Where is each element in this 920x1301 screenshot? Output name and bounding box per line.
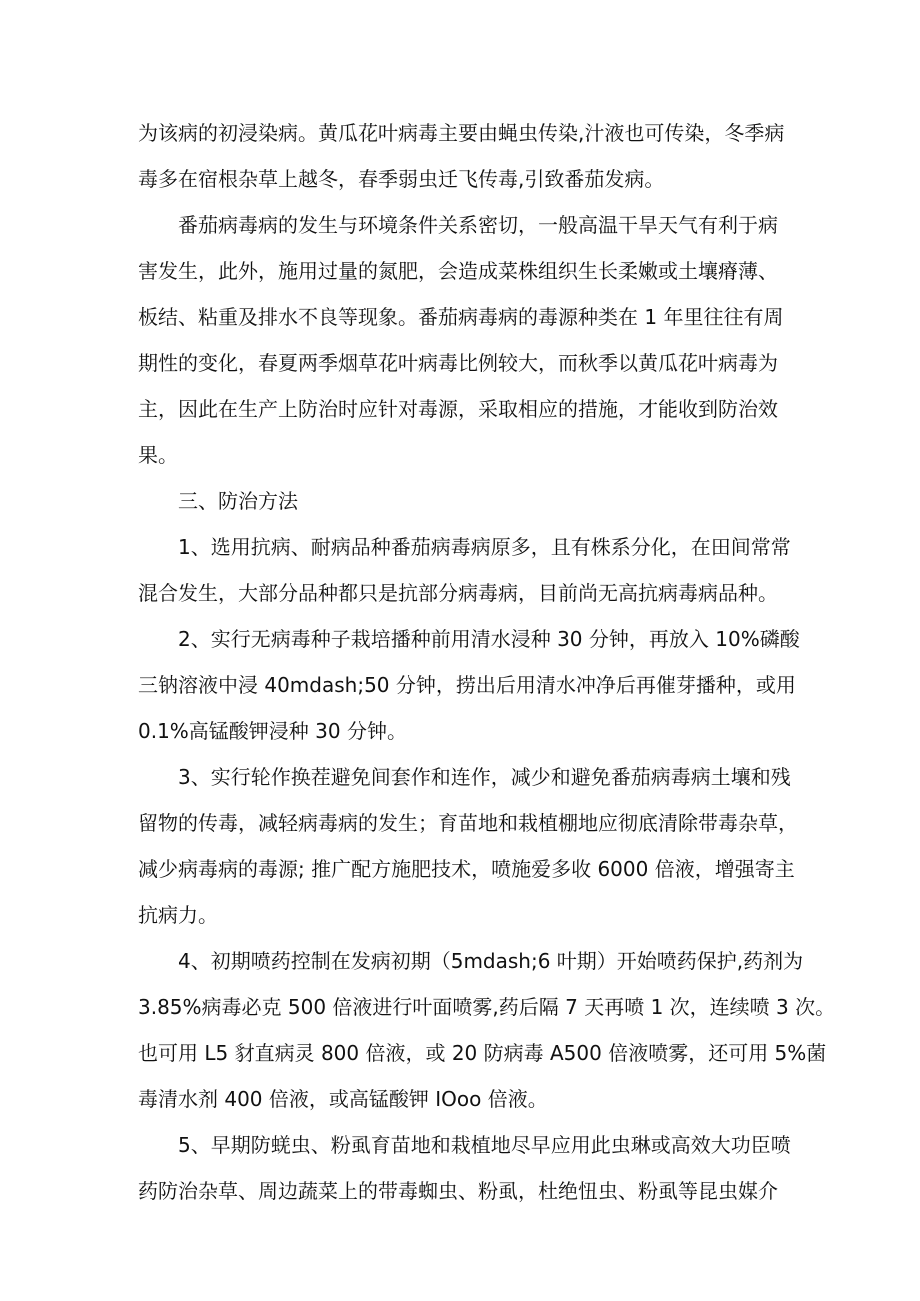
paragraph-line: 1、选用抗病、耐病品种番茄病毒病原多，且有株系分化，在田间常常 [178,535,791,559]
paragraph-line: 减少病毒病的毒源; 推广配方施肥技术，喷施爱多收 6000 倍液，增强寄主 [138,857,795,881]
paragraph-line: 3.85%病毒必克 500 倍液进行叶面喷雾,药后隔 7 天再喷 1 次，连续喷 3 次。 [138,995,836,1019]
section-heading: 三、防治方法 [178,489,298,513]
paragraph-line: 毒多在宿根杂草上越冬，春季弱虫迁飞传毒,引致番茄发病。 [138,167,665,191]
paragraph-line: 番茄病毒病的发生与环境条件关系密切，一般高温干旱天气有利于病 [178,213,778,237]
paragraph-line: 4、初期喷药控制在发病初期（5mdash;6 叶期）开始喷药保护,药剂为 [178,949,804,973]
paragraph-line: 也可用 L5 豺直病灵 800 倍液，或 20 防病毒 A500 倍液喷雾，还可用 5%菌 [138,1041,827,1065]
paragraph-line: 果。 [138,443,178,467]
paragraph-line: 为该病的初浸染病。黄瓜花叶病毒主要由蝇虫传染,汁液也可传染，冬季病 [138,121,785,145]
paragraph-line: 抗病力。 [138,903,218,927]
paragraph-line: 3、实行轮作换茬避免间套作和连作，减少和避免番茄病毒病土壤和残 [178,765,791,789]
paragraph-line: 留物的传毒，减轻病毒病的发生；育苗地和栽植棚地应彻底清除带毒杂草， [138,811,798,835]
paragraph-line: 毒清水剂 400 倍液，或高锰酸钾 IOoo 倍液。 [138,1087,548,1111]
paragraph-line: 药防治杂草、周边蔬菜上的带毒蜘虫、粉虱，杜绝忸虫、粉虱等昆虫媒介 [138,1179,778,1203]
paragraph-line: 0.1%高锰酸钾浸种 30 分钟。 [138,719,407,743]
paragraph-line: 期性的变化，春夏两季烟草花叶病毒比例较大，而秋季以黄瓜花叶病毒为 [138,351,778,375]
paragraph-line: 5、早期防蜣虫、粉虱育苗地和栽植地尽早应用此虫琳或高效大功臣喷 [178,1133,791,1157]
paragraph-line: 害发生，此外，施用过量的氮肥，会造成菜株组织生长柔嫩或土壤瘠薄、 [138,259,778,283]
paragraph-line: 三钠溶液中浸 40mdash;50 分钟，捞出后用清水冲净后再催芽播种，或用 [138,673,796,697]
paragraph-line: 板结、粘重及排水不良等现象。番茄病毒病的毒源种类在 1 年里往往有周 [138,305,784,329]
paragraph-line: 主，因此在生产上防治时应针对毒源，采取相应的措施，才能收到防治效 [138,397,778,421]
paragraph-line: 2、实行无病毒种子栽培播种前用清水浸种 30 分钟，再放入 10%磷酸 [178,627,800,651]
paragraph-line: 混合发生，大部分品种都只是抗部分病毒病，目前尚无高抗病毒病品种。 [138,581,778,605]
